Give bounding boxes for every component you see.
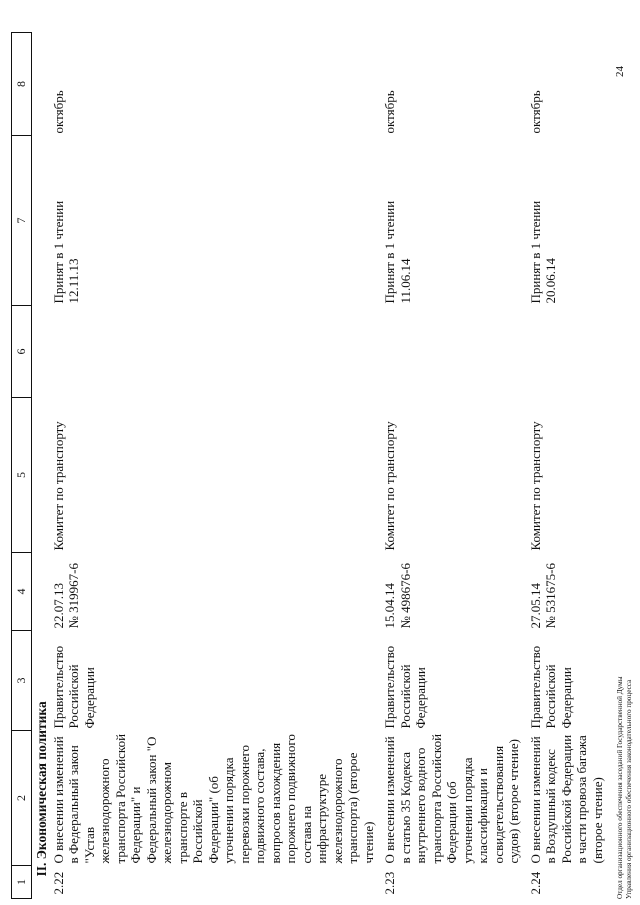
row-number-num: 2.23 bbox=[382, 871, 397, 895]
planned-month bbox=[528, 33, 612, 136]
bill-registration-date: 15.04.14 bbox=[382, 583, 397, 629]
planned-month-month: октябрь bbox=[382, 90, 397, 134]
page-number: 24 bbox=[614, 66, 626, 77]
row-number bbox=[382, 866, 528, 899]
bill-registration-reg: № 319967-6 bbox=[66, 563, 81, 629]
row-number-num: 2.22 bbox=[50, 871, 66, 895]
responsible-committee-committee: Комитет по транспорту bbox=[382, 421, 397, 551]
column-header: 5 bbox=[12, 398, 32, 553]
table-row bbox=[382, 33, 528, 899]
header-row bbox=[12, 33, 32, 899]
column-header: 6 bbox=[12, 306, 32, 398]
bill-status bbox=[51, 136, 383, 306]
table-row bbox=[51, 33, 383, 899]
column-header: 3 bbox=[12, 631, 32, 731]
planned-month bbox=[51, 33, 383, 136]
row-number bbox=[528, 866, 612, 899]
bill-title-title: О внесении изменений в статью 35 Кодекса внутреннего водного транспорта Российской Федерации (об уточнении порядка классификации и освидетельствования судов) (второе чтение) bbox=[382, 733, 521, 864]
bill-title bbox=[528, 731, 612, 866]
row-number bbox=[51, 866, 383, 899]
bill-status-status-line2: 20.06.14 bbox=[543, 258, 558, 304]
bill-title-title: О внесении изменений в Воздушный кодекс Российской Федерации в части провоза багажа (второе чтение) bbox=[527, 734, 605, 864]
responsible-committee bbox=[528, 398, 612, 553]
bill-registration bbox=[51, 553, 383, 631]
column-6-cell bbox=[382, 306, 528, 398]
responsible-committee-committee: Комитет по транспорту bbox=[527, 421, 543, 551]
bill-registration-reg: № 531675-6 bbox=[543, 563, 558, 629]
planned-month-month: октябрь bbox=[527, 90, 543, 134]
bill-author-author: Правительство Российской Федерации bbox=[50, 645, 97, 729]
bill-status-status-line1: Принят в 1 чтении bbox=[382, 200, 397, 304]
column-header: 2 bbox=[12, 731, 32, 866]
column-header: 7 bbox=[12, 136, 32, 306]
column-6-cell bbox=[528, 306, 612, 398]
bill-registration bbox=[528, 553, 612, 631]
bill-title-title: О внесении изменений в Федеральный закон "Устав железнодорожного транспорта Российской Федерации" и Федеральный закон "О железнодорожном транспорте в Российской Федерации" (об уточнении порядка перевозки порожнего подвижного состава, вопросов нахождения порожнего подвижного состава на инфраструктуре железнодорожного транспорта) (второе чтение) bbox=[50, 733, 376, 864]
column-header: 1 bbox=[12, 866, 32, 899]
responsible-committee-committee: Комитет по транспорту bbox=[50, 421, 66, 551]
bill-status-status-line1: Принят в 1 чтении bbox=[50, 200, 66, 304]
footer-line-2: Управления организационного обеспечения законодательного процесса bbox=[625, 679, 633, 899]
column-header: 4 bbox=[12, 553, 32, 631]
bill-registration-date: 27.05.14 bbox=[527, 583, 543, 629]
bill-registration-date: 22.07.13 bbox=[50, 583, 66, 629]
bill-table bbox=[11, 32, 611, 899]
bill-registration-reg: № 498676-6 bbox=[397, 563, 413, 629]
column-header: 8 bbox=[12, 33, 32, 136]
bill-status-status-line2: 12.11.13 bbox=[66, 258, 81, 304]
bill-status bbox=[528, 136, 612, 306]
bill-author bbox=[51, 631, 383, 731]
footer bbox=[616, 339, 634, 899]
bill-author bbox=[528, 631, 612, 731]
bill-author bbox=[382, 631, 528, 731]
section-row bbox=[32, 33, 51, 899]
section-title: II. Экономическая политика bbox=[34, 701, 49, 877]
bill-author-author: Правительство Российской Федерации bbox=[382, 645, 428, 729]
planned-month bbox=[382, 33, 528, 136]
bill-title bbox=[51, 731, 383, 866]
bill-author-author: Правительство Российской Федерации bbox=[527, 645, 574, 729]
bill-status-status-line2: 11.06.14 bbox=[397, 258, 413, 304]
responsible-committee bbox=[382, 398, 528, 553]
bill-registration bbox=[382, 553, 528, 631]
footer-line-1: Отдел организационного обеспечения заседаний Государственной Думы bbox=[616, 676, 624, 899]
bill-status-status-line1: Принят в 1 чтении bbox=[527, 200, 543, 304]
row-number-num: 2.24 bbox=[527, 871, 543, 895]
bill-title bbox=[382, 731, 528, 866]
responsible-committee bbox=[51, 398, 383, 553]
column-6-cell bbox=[51, 306, 383, 398]
bill-status bbox=[382, 136, 528, 306]
planned-month-month: октябрь bbox=[50, 90, 66, 134]
table-row bbox=[528, 33, 612, 899]
